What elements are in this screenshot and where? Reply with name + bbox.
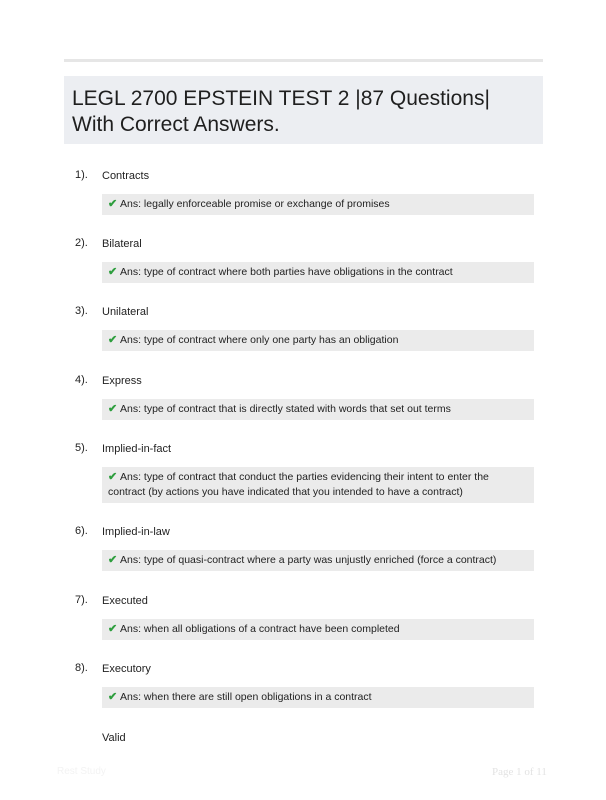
question-number: 3). [75, 305, 88, 317]
answer-box [102, 330, 534, 351]
page-number: Page 1 of 11 [492, 766, 547, 778]
answer-box [102, 194, 534, 215]
question-number: 1). [75, 169, 88, 181]
question-number: 5). [75, 442, 88, 454]
question-term: Bilateral [102, 238, 142, 250]
check-icon: ✔ [108, 403, 118, 415]
question-number: 6). [75, 525, 88, 537]
answer-text: Ans: type of contract that is directly stated with words that set out terms [120, 403, 451, 415]
answer-box [102, 687, 534, 708]
check-icon: ✔ [108, 554, 118, 566]
answer-text: Ans: type of contract where both parties have obligations in the contract [120, 266, 453, 278]
question-number: 7). [75, 594, 88, 606]
check-icon: ✔ [108, 334, 118, 346]
answer-box [102, 619, 534, 640]
footer-watermark: Rest Study [57, 766, 106, 777]
answer-text: Ans: legally enforceable promise or exchange of promises [120, 198, 390, 210]
question-number: 8). [75, 662, 88, 674]
check-icon: ✔ [108, 691, 118, 703]
answer-box [102, 262, 534, 283]
answer-text: Ans: when there are still open obligations in a contract [120, 691, 372, 703]
question-number: 4). [75, 374, 88, 386]
check-icon: ✔ [108, 266, 118, 278]
answer-text: Ans: type of contract where only one party has an obligation [120, 334, 399, 346]
question-term: Executed [102, 595, 148, 607]
question-term: Unilateral [102, 306, 149, 318]
page-title: LEGL 2700 EPSTEIN TEST 2 |87 Questions| With Correct Answers. [72, 87, 490, 136]
check-icon: ✔ [108, 471, 118, 483]
question-term: Executory [102, 663, 151, 675]
answer-text: Ans: when all obligations of a contract have been completed [120, 623, 400, 635]
question-term: Express [102, 375, 142, 387]
title-box [64, 76, 543, 144]
question-term: Implied-in-law [102, 526, 170, 538]
top-rule [64, 59, 543, 62]
answer-text: Ans: type of quasi-contract where a party was unjustly enriched (force a contract) [120, 554, 497, 566]
check-icon: ✔ [108, 198, 118, 210]
answer-box [102, 467, 534, 503]
question-term: Contracts [102, 170, 150, 182]
question-number: 2). [75, 237, 88, 249]
answer-box [102, 550, 534, 571]
answer-box [102, 399, 534, 420]
question-term: Valid [102, 732, 126, 744]
check-icon: ✔ [108, 623, 118, 635]
answer-text: Ans: type of contract that conduct the parties evidencing their intent to enter the contract (by actions you have indicated that you intended to have a contract) [108, 471, 489, 498]
question-term: Implied-in-fact [102, 443, 172, 455]
